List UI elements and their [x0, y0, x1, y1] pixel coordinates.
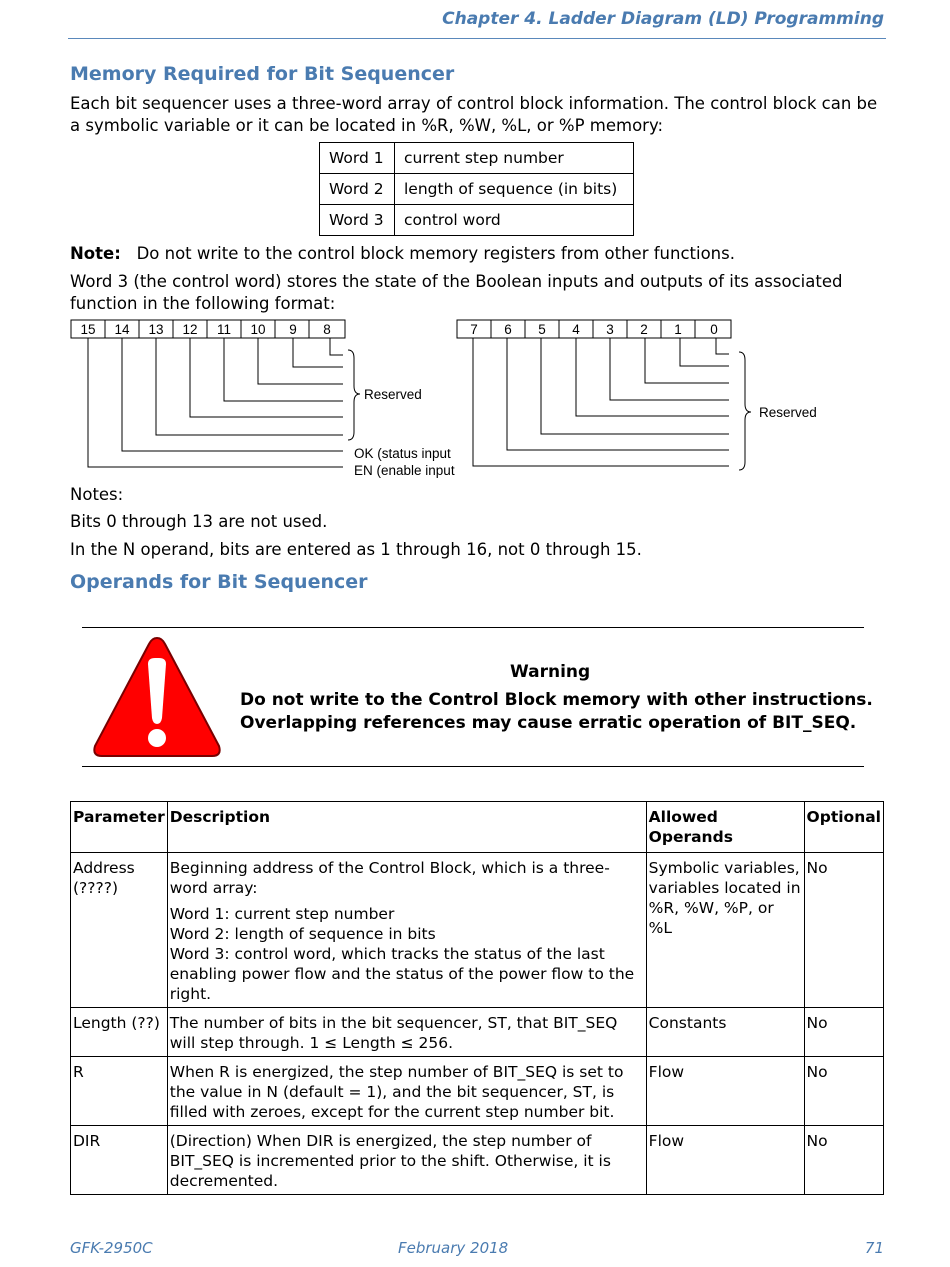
- header-rule: [68, 38, 886, 39]
- bit-label: 8: [323, 322, 331, 337]
- section-title-operands: Operands for Bit Sequencer: [70, 571, 368, 593]
- warning-line-1: Do not write to the Control Block memory with other instructions.: [240, 690, 873, 710]
- table-row: [71, 1008, 884, 1057]
- column-header: Description: [167, 802, 646, 853]
- description-line: Word 3: control word, which tracks the status of the last enabling power flow and the status of the power flow to the right.: [169, 945, 635, 1003]
- low-byte-boxes: [457, 320, 731, 338]
- operands-cell: Flow: [646, 1057, 804, 1126]
- bit-label: 11: [216, 322, 232, 337]
- control-word-diagram: [68, 318, 828, 482]
- ok-label: OK (status input: [354, 446, 451, 461]
- footer-date: February 2018: [398, 1239, 509, 1257]
- bit-label: 4: [572, 322, 580, 337]
- cell-word: Word 2: [320, 174, 395, 205]
- low-byte-leaders: [473, 338, 751, 470]
- cell-desc: length of sequence (in bits): [395, 174, 634, 205]
- bit-label: 15: [80, 322, 96, 337]
- description-cell: [167, 853, 646, 1008]
- optional-cell: No: [804, 1126, 883, 1195]
- operands-cell: Constants: [646, 1008, 804, 1057]
- warning-title: Warning: [510, 662, 591, 682]
- en-label: EN (enable input: [354, 463, 455, 478]
- table-row: [320, 174, 634, 205]
- warning-top-rule: [82, 627, 864, 628]
- column-header: Optional: [804, 802, 883, 853]
- bit-label: 5: [538, 322, 546, 337]
- footer-page-number: 71: [864, 1239, 884, 1257]
- description-intro: Beginning address of the Control Block, which is a three-word array:: [169, 859, 610, 897]
- table-row: [320, 143, 634, 174]
- optional-cell: No: [804, 853, 883, 1008]
- table-row: [71, 853, 884, 1008]
- bit-label: 0: [710, 322, 718, 337]
- bit-label: 10: [250, 322, 266, 337]
- description-line: Word 1: current step number: [169, 905, 395, 923]
- column-header: Allowed Operands: [646, 802, 804, 853]
- table-header-row: [71, 802, 884, 853]
- cell-word: Word 1: [320, 143, 395, 174]
- bit-label: 3: [606, 322, 614, 337]
- intro-paragraph: Each bit sequencer uses a three-word array of control block information. The control block can be a symbolic variable or it can be located in %R, %W, %L, or %P memory:: [70, 94, 878, 135]
- high-byte-boxes: [71, 320, 345, 338]
- optional-cell: No: [804, 1057, 883, 1126]
- cell-desc: current step number: [395, 143, 634, 174]
- section-title-memory: Memory Required for Bit Sequencer: [70, 63, 455, 85]
- note-text: Do not write to the control block memory registers from other functions.: [136, 244, 735, 263]
- bit-label: 1: [674, 322, 682, 337]
- param-cell: Length (??): [71, 1008, 168, 1057]
- reserved-high-label: Reserved: [364, 387, 422, 402]
- notes-heading: Notes:: [70, 485, 124, 504]
- description-cell: When R is energized, the step number of BIT_SEQ is set to the value in N (default = 1), and the bit sequencer, ST, is filled with zeroes, except for the current step number bit.: [167, 1057, 646, 1126]
- footer-doc-id: GFK-2950C: [70, 1239, 153, 1257]
- table-row: [71, 1057, 884, 1126]
- operands-cell: Symbolic variables, variables located in %R, %W, %P, or %L: [646, 853, 804, 1008]
- description-line: Word 2: length of sequence in bits: [169, 925, 436, 943]
- description-cell: (Direction) When DIR is energized, the step number of BIT_SEQ is incremented prior to the shift. Otherwise, it is decremented.: [167, 1126, 646, 1195]
- description-cell: The number of bits in the bit sequencer, ST, that BIT_SEQ will step through. 1 ≤ Length ≤ 256.: [167, 1008, 646, 1057]
- warning-line-2: Overlapping references may cause erratic operation of BIT_SEQ.: [240, 713, 857, 733]
- bit-label: 13: [148, 322, 164, 337]
- bit-label: 6: [504, 322, 512, 337]
- note: [70, 243, 880, 265]
- cell-word: Word 3: [320, 205, 395, 236]
- operands-table: [70, 801, 884, 1195]
- word3-paragraph: Word 3 (the control word) stores the state of the Boolean inputs and outputs of its associated function in the following format:: [70, 272, 843, 313]
- cell-desc: control word: [395, 205, 634, 236]
- bit-label: 9: [289, 322, 297, 337]
- notes-line-1: Bits 0 through 13 are not used.: [70, 512, 328, 531]
- note-label: Note:: [70, 244, 121, 263]
- warning-triangle-icon: [92, 634, 222, 764]
- table-row: [71, 1126, 884, 1195]
- control-block-table: [319, 142, 634, 236]
- high-byte-leaders: [88, 338, 360, 467]
- table-row: [320, 205, 634, 236]
- bit-label: 12: [182, 322, 198, 337]
- operands-cell: Flow: [646, 1126, 804, 1195]
- param-cell: DIR: [71, 1126, 168, 1195]
- bit-label: 2: [640, 322, 648, 337]
- warning-bottom-rule: [82, 766, 864, 767]
- optional-cell: No: [804, 1008, 883, 1057]
- notes-line-2: In the N operand, bits are entered as 1 through 16, not 0 through 15.: [70, 540, 642, 559]
- bit-label: 7: [470, 322, 478, 337]
- column-header: Parameter: [71, 802, 168, 853]
- bit-label: 14: [114, 322, 130, 337]
- warning-text: [240, 689, 873, 735]
- param-cell: Address (????): [71, 853, 168, 1008]
- reserved-low-label: Reserved: [759, 405, 817, 420]
- chapter-header: Chapter 4. Ladder Diagram (LD) Programming: [442, 9, 884, 29]
- param-cell: R: [71, 1057, 168, 1126]
